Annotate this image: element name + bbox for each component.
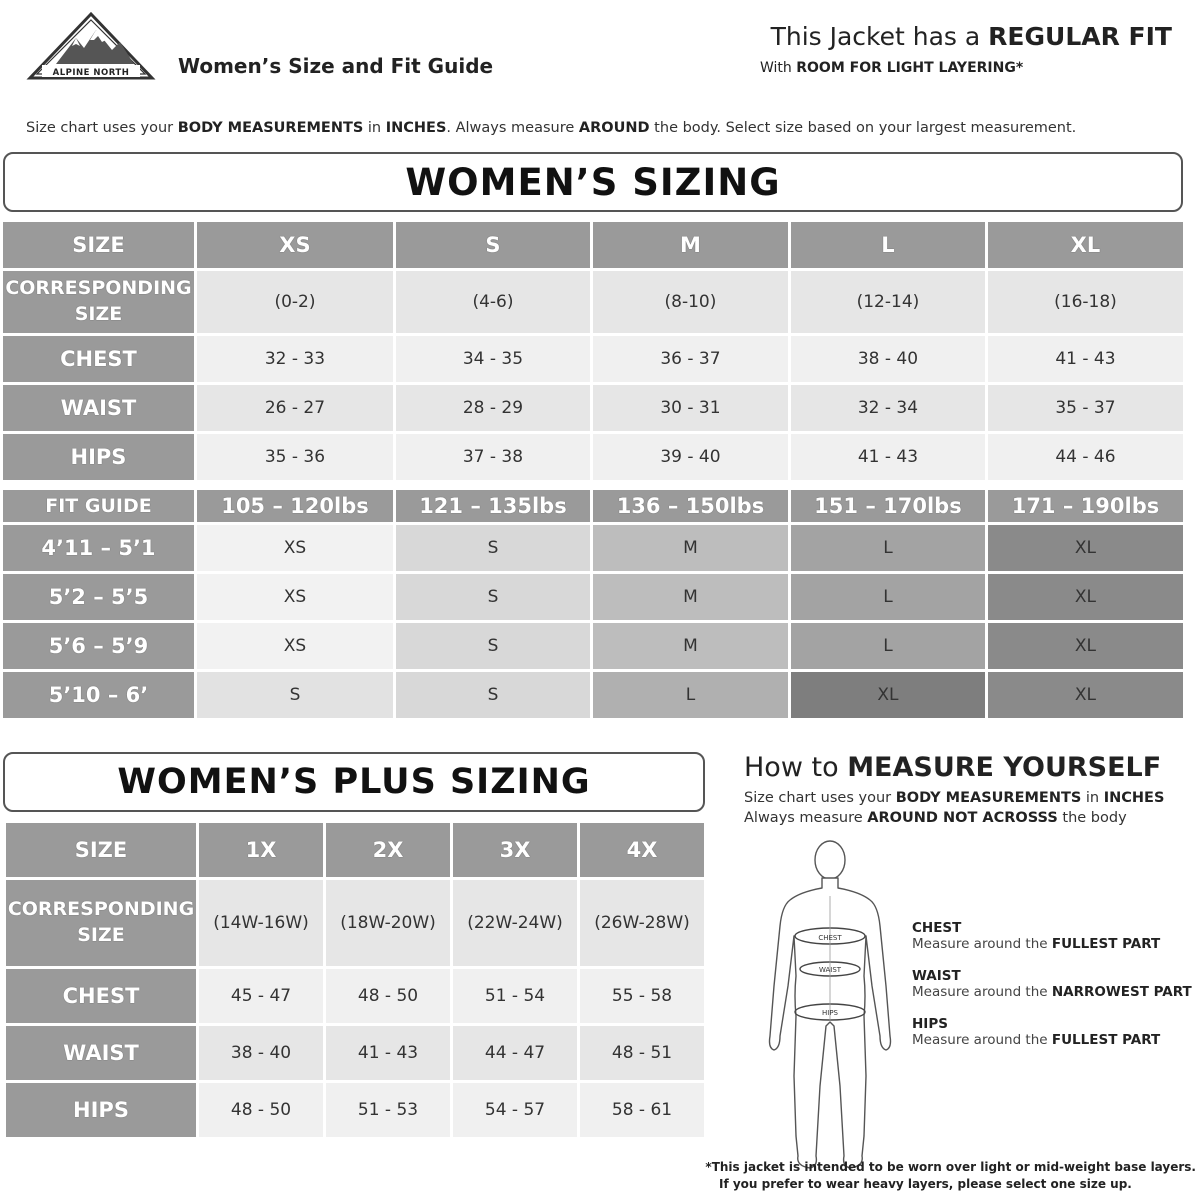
table-cell: 45 - 47 bbox=[199, 969, 323, 1023]
size-header: S bbox=[396, 222, 590, 268]
size-header: 2X bbox=[326, 823, 450, 877]
table-cell: 32 - 33 bbox=[197, 336, 393, 382]
table-cell: 58 - 61 bbox=[580, 1083, 704, 1137]
womens-plus-size-table bbox=[3, 820, 707, 1140]
size-label: SIZE bbox=[3, 222, 194, 268]
table-cell: (0-2) bbox=[197, 271, 393, 333]
table-row bbox=[6, 969, 704, 1023]
table-cell: 26 - 27 bbox=[197, 385, 393, 431]
table-cell: (8-10) bbox=[593, 271, 788, 333]
table-row bbox=[3, 434, 1183, 480]
measure-title: How to MEASURE YOURSELF bbox=[744, 752, 1162, 783]
fit-type-heading: This Jacket has a REGULAR FIT bbox=[770, 22, 1172, 51]
weight-header: 121 – 135lbs bbox=[396, 490, 590, 522]
fit-cell: S bbox=[396, 672, 590, 718]
fit-cell: XL bbox=[988, 574, 1183, 620]
table-cell: 30 - 31 bbox=[593, 385, 788, 431]
row-label: CHEST bbox=[3, 336, 194, 382]
figure-label-chest: CHEST bbox=[818, 934, 842, 942]
table-cell: 37 - 38 bbox=[396, 434, 590, 480]
fit-cell: M bbox=[593, 525, 788, 571]
table-cell: 54 - 57 bbox=[453, 1083, 577, 1137]
table-row bbox=[3, 525, 1183, 571]
fit-cell: M bbox=[593, 574, 788, 620]
fit-cell: S bbox=[396, 574, 590, 620]
guide-title: Women’s Size and Fit Guide bbox=[178, 54, 494, 78]
figure-label-hips: HIPS bbox=[822, 1009, 838, 1017]
table-cell: (4-6) bbox=[396, 271, 590, 333]
logo-text: ALPINE NORTH bbox=[52, 68, 130, 78]
table-cell: (22W-24W) bbox=[453, 880, 577, 966]
table-cell: 41 - 43 bbox=[988, 336, 1183, 382]
table-cell: 36 - 37 bbox=[593, 336, 788, 382]
fit-cell: L bbox=[791, 623, 985, 669]
footnote-line1: *This jacket is intended to be worn over light or mid-weight base layers. bbox=[705, 1160, 1196, 1174]
row-label: HIPS bbox=[3, 434, 194, 480]
size-header: 3X bbox=[453, 823, 577, 877]
womens-plus-sizing-title: WOMEN’S PLUS SIZING bbox=[3, 752, 705, 812]
row-label: CHEST bbox=[6, 969, 196, 1023]
table-row bbox=[6, 1083, 704, 1137]
measure-hips-note: HIPS Measure around the FULLEST PART bbox=[912, 1016, 1161, 1048]
figure-label-waist: WAIST bbox=[818, 966, 842, 974]
table-cell: 41 - 43 bbox=[791, 434, 985, 480]
row-label: WAIST bbox=[3, 385, 194, 431]
table-row bbox=[3, 336, 1183, 382]
size-header: XL bbox=[988, 222, 1183, 268]
fit-cell: S bbox=[396, 525, 590, 571]
row-label: WAIST bbox=[6, 1026, 196, 1080]
height-label: 5’6 – 5’9 bbox=[3, 623, 194, 669]
table-row bbox=[3, 271, 1183, 333]
table-cell: 55 - 58 bbox=[580, 969, 704, 1023]
footnote-line2: If you prefer to wear heavy layers, please select one size up. bbox=[719, 1177, 1132, 1191]
weight-header: 105 – 120lbs bbox=[197, 490, 393, 522]
height-label: 5’10 – 6’ bbox=[3, 672, 194, 718]
table-cell: 48 - 51 bbox=[580, 1026, 704, 1080]
size-header: M bbox=[593, 222, 788, 268]
fit-cell: L bbox=[791, 525, 985, 571]
size-header: L bbox=[791, 222, 985, 268]
row-label: CORRESPONDING SIZE bbox=[6, 880, 196, 966]
table-header-row bbox=[3, 222, 1183, 268]
measure-waist-note: WAIST Measure around the NARROWEST PART bbox=[912, 968, 1192, 1000]
row-label: CORRESPONDING SIZE bbox=[3, 271, 194, 333]
fit-cell: XL bbox=[791, 672, 985, 718]
table-cell: 32 - 34 bbox=[791, 385, 985, 431]
table-cell: 48 - 50 bbox=[326, 969, 450, 1023]
size-header: 4X bbox=[580, 823, 704, 877]
fit-cell: XS bbox=[197, 574, 393, 620]
height-label: 4’11 – 5’1 bbox=[3, 525, 194, 571]
table-cell: 44 - 47 bbox=[453, 1026, 577, 1080]
weight-header: 151 – 170lbs bbox=[791, 490, 985, 522]
row-label: HIPS bbox=[6, 1083, 196, 1137]
table-cell: 41 - 43 bbox=[326, 1026, 450, 1080]
table-row bbox=[3, 623, 1183, 669]
fit-cell: S bbox=[396, 623, 590, 669]
table-row bbox=[6, 1026, 704, 1080]
fit-type-subheading: With ROOM FOR LIGHT LAYERING* bbox=[760, 60, 1024, 76]
table-cell: 28 - 29 bbox=[396, 385, 590, 431]
womens-sizing-title: WOMEN’S SIZING bbox=[3, 152, 1183, 212]
table-cell: 34 - 35 bbox=[396, 336, 590, 382]
fit-cell: XL bbox=[988, 525, 1183, 571]
table-cell: (16-18) bbox=[988, 271, 1183, 333]
intro-text: Size chart uses your BODY MEASUREMENTS in INCHES. Always measure AROUND the body. Select size based on your largest measurement. bbox=[26, 120, 1077, 136]
table-row bbox=[3, 385, 1183, 431]
fit-guide-label: FIT GUIDE bbox=[3, 490, 194, 522]
fit-cell: L bbox=[791, 574, 985, 620]
size-label: SIZE bbox=[6, 823, 196, 877]
table-cell: 44 - 46 bbox=[988, 434, 1183, 480]
size-header: 1X bbox=[199, 823, 323, 877]
table-cell: (26W-28W) bbox=[580, 880, 704, 966]
table-cell: 51 - 54 bbox=[453, 969, 577, 1023]
measure-instructions-line1: Size chart uses your BODY MEASUREMENTS in INCHES bbox=[744, 790, 1165, 806]
womens-size-table bbox=[0, 219, 1186, 483]
measure-chest-note: CHEST Measure around the FULLEST PART bbox=[912, 920, 1161, 952]
table-cell: 35 - 37 bbox=[988, 385, 1183, 431]
table-header-row bbox=[6, 823, 704, 877]
table-cell: 51 - 53 bbox=[326, 1083, 450, 1137]
measure-instructions-line2: Always measure AROUND NOT ACROSSS the body bbox=[744, 810, 1127, 826]
fit-cell: XS bbox=[197, 623, 393, 669]
alpine-north-logo bbox=[26, 10, 156, 82]
table-cell: (18W-20W) bbox=[326, 880, 450, 966]
table-row bbox=[3, 672, 1183, 718]
table-row bbox=[6, 880, 704, 966]
table-cell: (14W-16W) bbox=[199, 880, 323, 966]
fit-cell: XL bbox=[988, 623, 1183, 669]
table-cell: 38 - 40 bbox=[791, 336, 985, 382]
table-cell: 48 - 50 bbox=[199, 1083, 323, 1137]
body-silhouette-icon bbox=[760, 836, 900, 1176]
fit-cell: XS bbox=[197, 525, 393, 571]
table-cell: (12-14) bbox=[791, 271, 985, 333]
table-cell: 35 - 36 bbox=[197, 434, 393, 480]
height-label: 5’2 – 5’5 bbox=[3, 574, 194, 620]
table-cell: 39 - 40 bbox=[593, 434, 788, 480]
fit-guide-table bbox=[0, 487, 1186, 721]
table-cell: 38 - 40 bbox=[199, 1026, 323, 1080]
table-row bbox=[3, 574, 1183, 620]
table-header-row bbox=[3, 490, 1183, 522]
fit-cell: M bbox=[593, 623, 788, 669]
fit-cell: S bbox=[197, 672, 393, 718]
fit-cell: XL bbox=[988, 672, 1183, 718]
weight-header: 171 – 190lbs bbox=[988, 490, 1183, 522]
size-header: XS bbox=[197, 222, 393, 268]
fit-cell: L bbox=[593, 672, 788, 718]
weight-header: 136 – 150lbs bbox=[593, 490, 788, 522]
